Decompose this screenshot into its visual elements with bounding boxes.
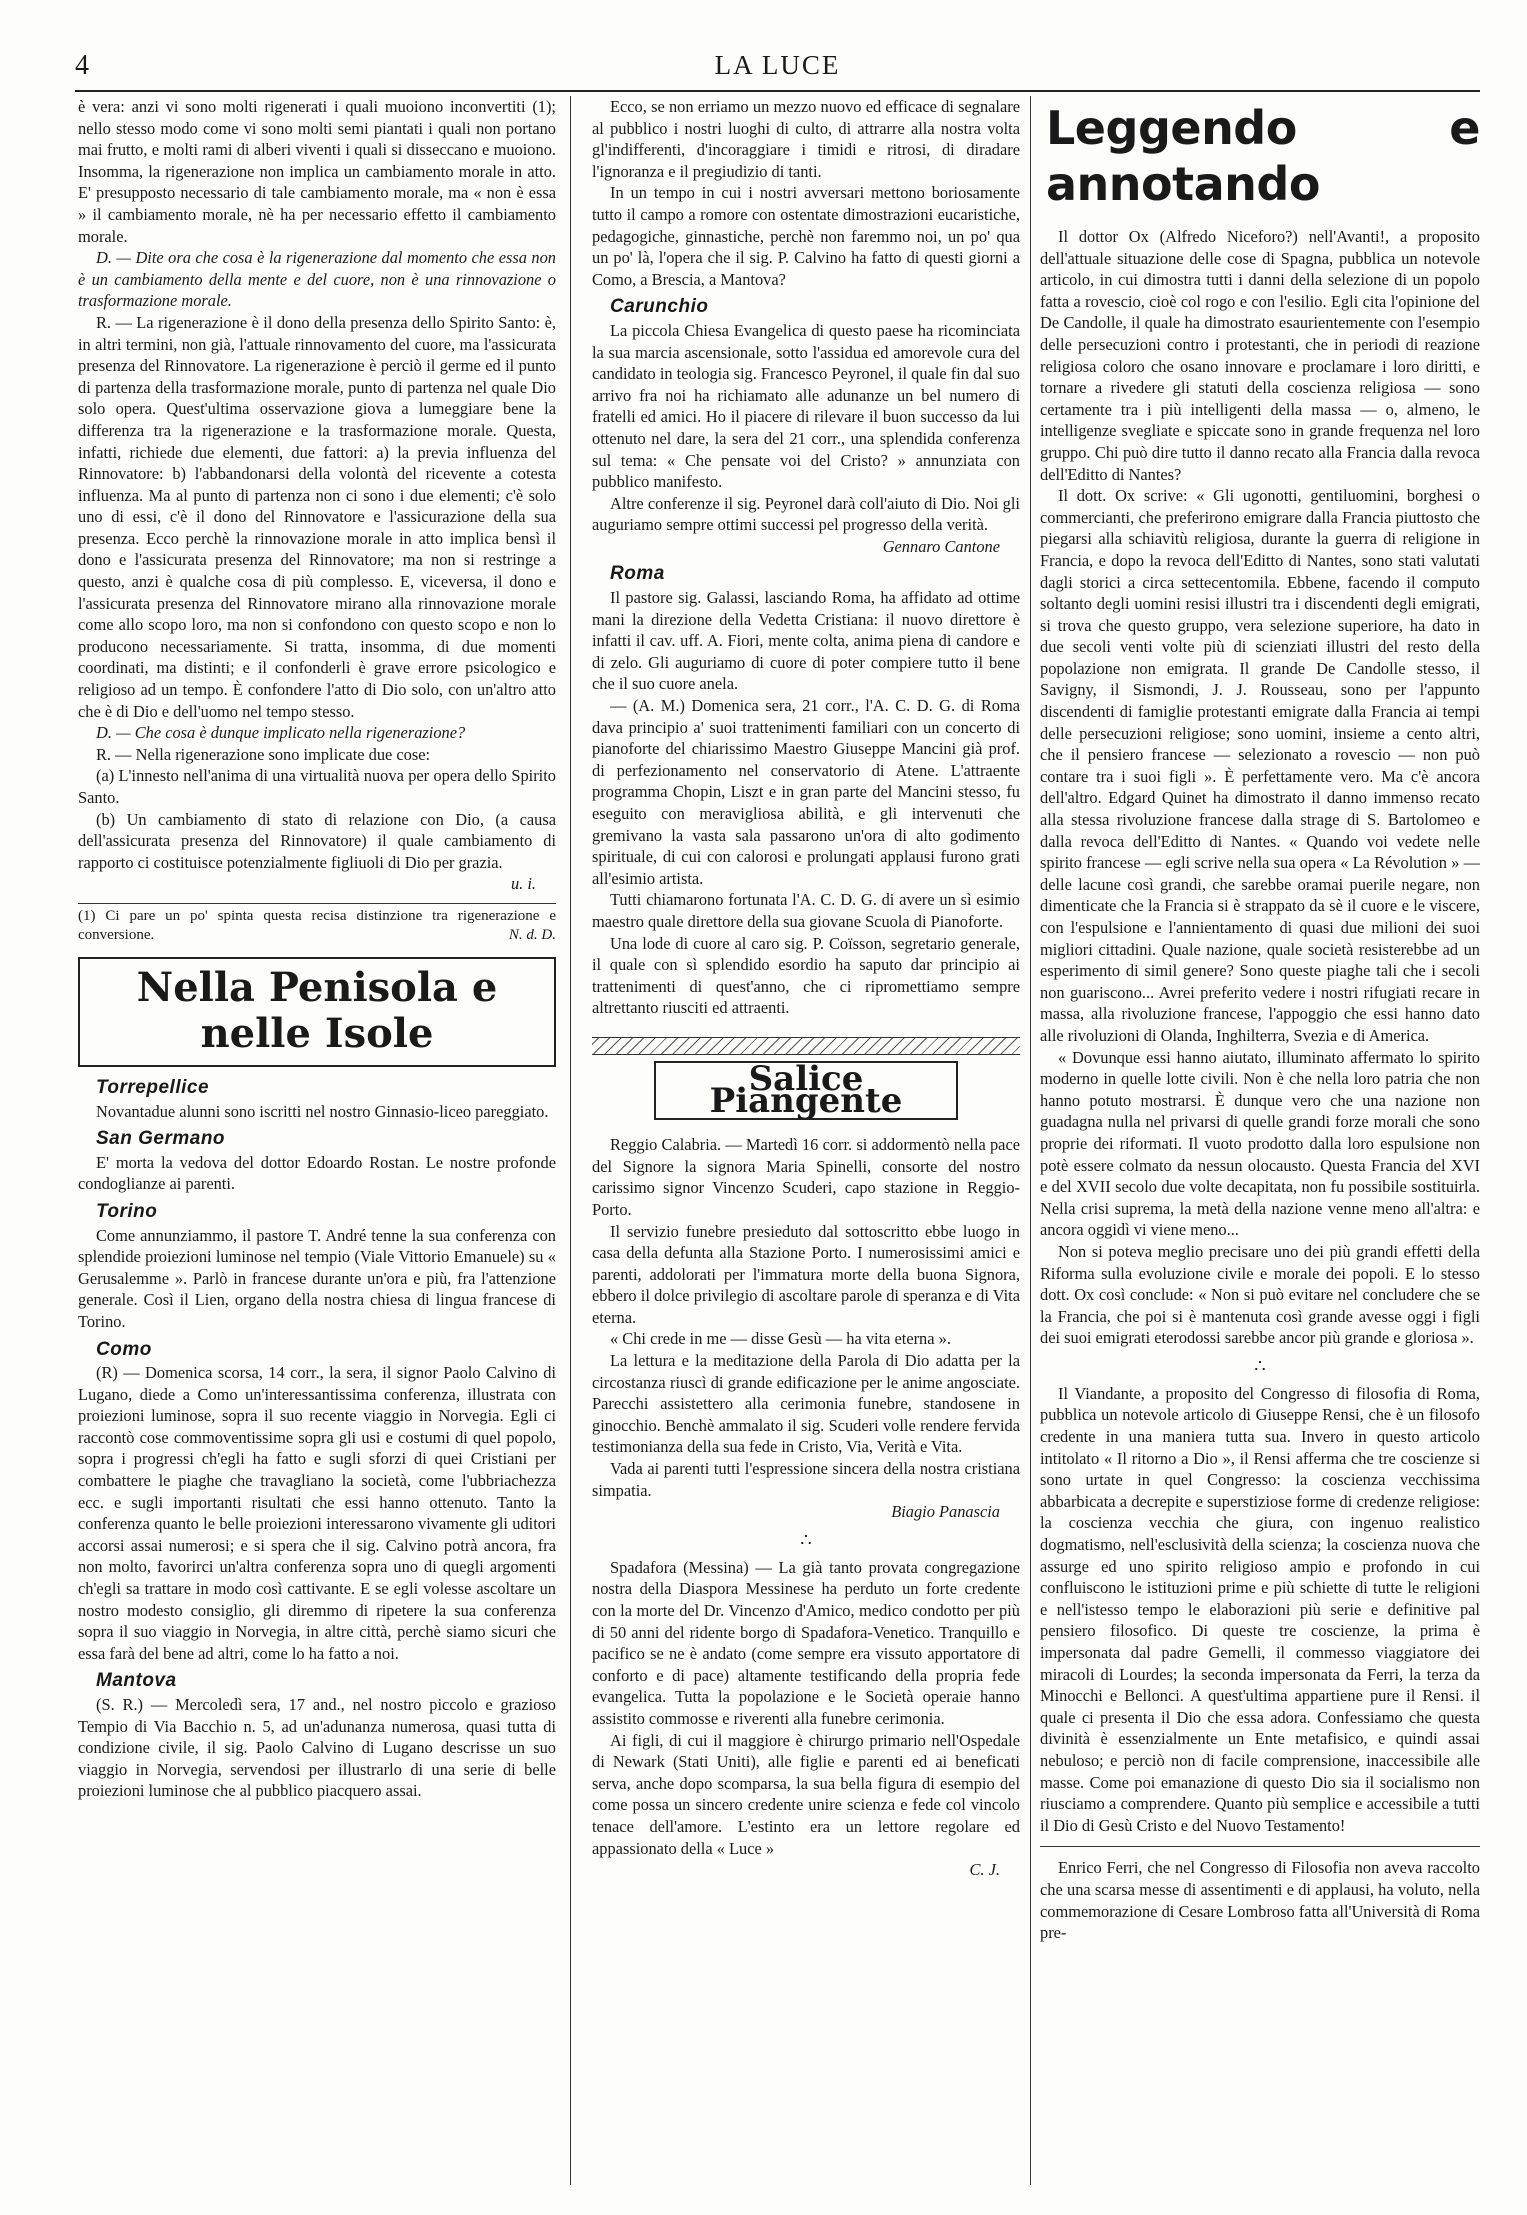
answer-paragraph: (a) L'innesto nell'anima di una virtualità nuova per opera dello Spirito Santo. bbox=[78, 766, 556, 807]
place-heading: Roma bbox=[610, 563, 665, 585]
article-paragraph: Non si poteva meglio precisare uno dei più grandi effetti della Riforma sulla evoluzione civile e morale dei popoli. E lo stesso dott. Ox così conclude: « Non si può evitare nel concludere che se la Francia, che poi si è mantenuta così grande avesse oggi i figli dei suoi emigrati eterodossi sarebbe ancor più grande e gloriosa ». bbox=[1040, 1241, 1480, 1348]
answer-paragraph: R. — Nella rigenerazione sono implicate due cose: bbox=[96, 744, 431, 764]
footnote-text: (1) Ci pare un po' spinta questa recisa distinzione tra rigenerazione e conversione. bbox=[78, 907, 556, 943]
obituary-paragraph: Spadafora (Messina) — La già tanto provata congregazione nostra della Diaspora Messinese ha perduto un forte credente con la morte del Dr. Vincenzo d'Amico, medico condotto per più di 50 anni del ridente borgo di Spadafora-Venetico. Tranquillo e pacifico se ne è andato (come sempre era vissuto apportatore di conforto e di pace) altamente testificando della propria fede evangelica. Tutta la popolazione e le Società operaie hanno assistito commosse e riverenti alla funebre cerimonia. bbox=[592, 1557, 1020, 1728]
signature: C. J. bbox=[969, 1860, 1000, 1880]
footnote bbox=[78, 903, 556, 945]
news-paragraph: Come annunziammo, il pastore T. André tenne la sua conferenza con splendide proiezioni luminose nel tempio (Viale Vittorio Emanuele) su « Gerusalemme ». Parlò in francese durante un'ora e più, fra l'attenzione generale. Così il Lien, organo della nostra chiesa di lingua francese di Torino. bbox=[78, 1225, 556, 1331]
news-paragraph: Ecco, se non erriamo un mezzo nuovo ed efficace di segnalare al pubblico i nostri luoghi di culto, di attrarre alla nostra volta gl'indifferenti, d'incoraggiare i timidi e ritrosi, di diradare l'ignoranza e il pregiudizio di tanti. bbox=[592, 97, 1020, 181]
column-2 bbox=[592, 96, 1020, 2185]
section-banner: Nella Penisola e nelle Isole bbox=[78, 957, 556, 1067]
place-heading: Torrepellice bbox=[96, 1076, 210, 1098]
answer-paragraph: R. — La rigenerazione è il dono della presenza dello Spirito Santo: è, in altri termini, non già, l'attuale rinnovamento del cuore, ma l'assicurata presenza del Rinnovatore. La rigenerazione è perciò il germe ed il punto di partenza della trasformazione morale, punto di partenza nel quale Dio solo opera. Quest'ultima osservazione giova a lumeggiare bene la differenza tra la rigenerazione e la trasformazione morale. Questa, infatti, richiede due elementi, due fattori: a) la previa influenza del Rinnovatore: b) l'abbandonarsi della volontà del ricevente a cotesta influenza. Ma al punto di partenza non ci sono i due elementi; c'è solo uno di essi, c'è il dono del Rinnovatore e l'assicurazione della sua presenza. Ecco perchè la rinnovazione morale in atto implica bensì il dono e l'assicurata presenza del Rinnovatore; ma non si restringe a questo, anzi è qualche cosa di più complesso. E, viceversa, il dono e l'assicurata presenza del Rinnovatore mirano alla rinnovazione morale come allo scopo loro, ma non si confondono con questo scopo e non lo producono necessariamente. Si tratta, insomma, di due momenti coordinati, ma distinti; e il confonderli è grave errore psicologico e religioso ad un tempo. È confondere l'atto di Dio solo, con un'altro atto che è di Dio e dell'uomo nel tempo stesso. bbox=[78, 312, 556, 721]
news-paragraph: Una lode di cuore al caro sig. P. Coïsson, segretario generale, il quale con sì splendido esordio ha saputo dar principio ai trattenimenti di quest'anno, che ci ripromettiamo sempre altrettanto riusciti ed attraenti. bbox=[592, 933, 1020, 1018]
section-title: Leggendo e annotando bbox=[1046, 101, 1480, 211]
article-paragraph: è vera: anzi vi sono molti rigenerati i quali muoiono inconvertiti (1); nello stesso modo come vi sono molti semi piantati i quali non portano mai frutto, e molti rami di alberi viventi i quali si disseccano e muoiono. Insomma, la rigenerazione non implica un cambiamento morale in atto. E' presupposto necessario di tale cambiamento morale, ma « non è essa » il cambiamento morale, nè ha per necessario effetto il cambiamento morale. bbox=[78, 97, 556, 246]
header-rule bbox=[75, 90, 1480, 92]
obituary-paragraph: « Chi crede in me — disse Gesù — ha vita eterna ». bbox=[610, 1329, 951, 1349]
news-paragraph: In un tempo in cui i nostri avversari mettono boriosamente tutto il campo a romore con ostentate dimostrazioni eucaristiche, pedagogiche, ginnastiche, perchè non faremmo noi, un po' qua un po' là, l'opera che il sig. P. Calvino ha fatto di questi giorni a Como, a Brescia, a Mantova? bbox=[592, 183, 1020, 289]
signature: Gennaro Cantone bbox=[882, 536, 1000, 556]
decorative-separator bbox=[592, 1037, 1020, 1055]
column-divider-1 bbox=[570, 96, 571, 2185]
obituary-paragraph: Ai figli, di cui il maggiore è chirurgo primario nell'Ospedale di Newark (Stati Uniti), alle figlie e parenti ed ai beneficati serva, anche dopo scomparsa, la sua bella figura di esempio del come possa un sincero credente unire scienza e fede col vincolo tenace dell'amore. L'estinto era un lettore regolare ed appassionato della « Luce » bbox=[592, 1730, 1020, 1858]
page-header bbox=[75, 50, 1480, 90]
article-paragraph: Il dottor Ox (Alfredo Niceforo?) nell'Avanti!, a proposito dell'attuale situazione delle cose di Spagna, pubblica un notevole articolo, in cui dimostra tutti i danni della selezione di un popolo fatta a rovescio, cioè col rogo e con l'esilio. Egli cita l'opinione del De Candolle, il quale ha dimostrato esaurientemente con l'esempio delle persecuzioni contro i protestanti, che in periodi di reazione religiosa coloro che osano innovare e proclamare i loro diritti, e tornare a rivedere gli statuti della coscienza religiosa — sono certamente tra i più intelligenti della massa — o, almeno, le intelligenze svegliate e spiccate sono in grande frequenza nel loro gruppo. Chi può dire tutto il danno recato alla Francia dalla revoca dell'Editto di Nantes? bbox=[1040, 227, 1480, 484]
article-paragraph: « Dovunque essi hanno aiutato, illuminato affermato lo spirito moderno in quelle lotte civili. Non è che nella loro patria che non hanno potuto mostrarsi. È dunque vero che una nazione non guadagna nulla nel privarsi di quelle grandi forze morali che sono proprie dei riformati. Il vuoto prodotto dalla loro espulsione non potè essere colmato da nessun olocausto. Questa Francia del XVI e del XVII secolo due volte decapitata, non fu possibile sostituirla. Nella crisi suprema, la metà della nazione venne meno all'altra: e ancora oggidì vi viene meno... bbox=[1040, 1047, 1480, 1240]
news-paragraph: Tutti chiamarono fortunata l'A. C. D. G. di avere un sì esimio maestro quale direttore della sua giovane Scuola di Pianoforte. bbox=[592, 890, 1020, 931]
news-paragraph: Il pastore sig. Galassi, lasciando Roma, ha affidato ad ottime mani la direzione della Vedetta Cristiana: il nuovo direttore è infatti il cav. uff. A. Fiori, mente colta, anima piena di candore e di zelo. Gli auguriamo di cuore di poter compiere tutto il bene che il suo cuore anela. bbox=[592, 588, 1020, 694]
page-number: 4 bbox=[75, 50, 89, 81]
question-paragraph: D. — Dite ora che cosa è la rigenerazione dal momento che essa non è un cambiamento della mente e del cuore, non è una rinnovazione o trasformazione morale. bbox=[78, 248, 556, 311]
place-heading: Mantova bbox=[96, 1670, 177, 1692]
question-paragraph: D. — Che cosa è dunque implicato nella rigenerazione? bbox=[96, 723, 466, 743]
place-heading: Como bbox=[96, 1338, 152, 1360]
obituary-paragraph: Vada ai parenti tutti l'espressione sincera della nostra cristiana simpatia. bbox=[592, 1459, 1020, 1500]
place-heading: Carunchio bbox=[610, 296, 709, 318]
news-paragraph: Altre conferenze il sig. Peyronel darà coll'aiuto di Dio. Noi gli auguriamo sempre ottimi successi pel progresso della verità. bbox=[592, 493, 1020, 535]
news-paragraph: — (A. M.) Domenica sera, 21 corr., l'A. C. D. G. di Roma dava principio a' suoi trattenimenti familiari con un concerto di pianoforte del chiarissimo Maestro Giuseppe Mancini già prof. di perfezionamento nel conservatorio di Atene. L'attraente programma Chopin, Liszt e in gran parte del Mancini stesso, fu eseguito con meravigliosa abilità, e gli intervenuti che gremivano la vasta sala passarono un'ora di alto godimento spirituale, di cui con calorosi e prolungati applausi furono grati all'esimio artista. bbox=[592, 696, 1020, 888]
news-paragraph: Novantadue alunni sono iscritti nel nostro Ginnasio-liceo pareggiato. bbox=[96, 1101, 549, 1121]
news-paragraph: (R) — Domenica scorsa, 14 corr., la sera, il signor Paolo Calvino di Lugano, diede a Como un'interessantissima conferenza, illustrata con proiezioni luminose, sopra il suo recente viaggio in Norvegia. Egli ci raccontò cose commoventissime sopra gli usi e costumi di quel popolo, sopra i progressi ch'egli ha fatto e sugli sforzi di quei Cristiani per combattere le piaghe che travagliano la società, come l'ubbriachezza ecc. e sugli importanti risultati che essi hanno ottenuto. Tanto la conferenza quanto le belle proiezioni interessarono vivamente gli uditori accorsi assai numerosi; e si spera che il sig. Calvino potrà ancora, fra non molto, favorirci un'altra conferenza sopra uno di quegli argomenti ch'egli sa trattare in modo così cattivante. E se egli volesse ascoltare un nostro modesto consiglio, gli diremmo di ripetere la sua conferenza sopra il suo viaggio in Norvegia, in altre città, perchè siamo sicuri che essa farà del bene ad altri, come lo ha fatto a noi. bbox=[78, 1363, 556, 1663]
column-3 bbox=[1040, 96, 1480, 2185]
column-divider-2 bbox=[1030, 96, 1031, 2185]
footnote-signature: N. d. D. bbox=[508, 926, 556, 943]
asterism-separator: ∴ bbox=[800, 1529, 812, 1550]
place-heading: Torino bbox=[96, 1200, 158, 1222]
signature: Biagio Panascia bbox=[891, 1502, 1000, 1522]
obituary-paragraph: Il servizio funebre presieduto dal sottoscritto ebbe luogo in casa della defunta alla Stazione Porto. I numerosissimi amici e parenti, addolorati per l'immatura morte della buona Signora, ebbero il dolce privilegio di ascoltare parole di speranza e di Vita eterna. bbox=[592, 1221, 1020, 1327]
signature: u. i. bbox=[510, 874, 536, 894]
article-paragraph: Enrico Ferri, che nel Congresso di Filosofia non aveva raccolto che una scarsa messe di assentimenti e di applausi, ha voluto, nella commemorazione di Cesare Lombroso fatta all'Università di Roma pre- bbox=[1040, 1858, 1480, 1943]
article-paragraph: Il dott. Ox scrive: « Gli ugonotti, gentiluomini, borghesi o commercianti, che preferirono emigrare dalla Francia piuttosto che piegarsi alla schiavitù religiosa, durante la guerra di religione in Francia, e dopo la revoca dell'Editto di Nantes, sono stati valutati dagli storici a circa settecentomila. Ebbene, facendo il computo soltanto degli uomini resisi illustri tra i discendenti degli emigrati, si trova che questo gruppo, vera selezione superiore, ha dato in due secoli venti volte più di scienziati illustri del resto della popolazione non emigrata. Il grande De Candolle stesso, il Savigny, il Sismondi, J. J. Rousseau, sono per l'appunto discendenti di famiglie protestanti emigrate dalla Francia ai tempi delle persecuzioni religiose; sono uomini, insieme a cento altri, che il pensiero francese — selezionato a rovescio — non può contare tra i suoi figli ». È perfettamente vero. Ma c'è ancora dell'altro. Edgard Quinet ha dimostrato il danno immenso recato alla stessa rivoluzione francese dalla strage di S. Bartolomeo e dalla revoca dell'Editto di Nantes. « Quando voi vedete nelle spirito francese — egli scrive nella sua opera « La Révolution » — delle lacune così grandi, che sarebbe oramai puerile negare, non dimenticate che la Francia si è strappato da sè il cuore e le viscere, con l'espulsione e l'annientamento di quasi due milioni dei suoi migliori cittadini. Quale nazione, quale società resisterebbe ad un esperimento di simil genere? Sono queste piaghe tali che i secoli non guariscono... Avrei preferito vedere i nostri rifugiati recare in massa, alla rivoluzione francese, l'appoggio che essi hanno dato alle rivoluzioni di Olanda, Inghilterra, Svezia e di America. bbox=[1040, 486, 1480, 1045]
article-paragraph: Il Viandante, a proposito del Congresso di filosofia di Roma, pubblica un notevole articolo di Giuseppe Rensi, che è un filosofo credente in una maniera tutta sua. Invero in questo articolo intitolato « Il ritorno a Dio », il Rensi afferma che tre coscienze si sono urtate in quel Congresso: la coscienza vecchissima abbarbicata a decrepite e superstiziose forme di credenze religiose: la coscienza vecchia che giura, con ingenuo realistico dogmatismo, nell'esclusività della scienza; la coscienza nuova che assurge ed uno spirito religioso ampio e profondo in cui confluiscono le istituzioni prime e più schiette di tutte le religioni e nell'istesso tempo le elaborazioni più serie e definitive pal pensiero filosofico. Di queste tre coscienze, la prima è impersonata dal padre Gemelli, il commesso viaggiatore dei miracoli di Lourdes; la seconda impersonata da Ferri, la terza da Minocchi e Bellonci. A quest'ultima appartiene pure il Rensi. il quale ci presenta il Dio che essa adora. Confessiamo che questa divinità è essenzialmente un Ente metafisico, e quindi assai nebuloso; e perciò non di facile comprensione, inaccessibile alle masse. Come poi emanazione di questo Dio sia il socialismo non riusciamo a comprendere. Quanto più semplice e accessibile a tutti il Dio di Gesù Cristo e del Nuovo Testamento! bbox=[1040, 1383, 1480, 1835]
obituary-paragraph: Reggio Calabria. — Martedì 16 corr. si addormentò nella pace del Signore la signora Maria Spinelli, consorte del nostro carissimo signor Vincenzo Scuderi, capo stazione in Reggio-Porto. bbox=[592, 1135, 1020, 1219]
obituary-paragraph: La lettura e la meditazione della Parola di Dio adatta per la circostanza riuscì di grande edificazione per le anime angosciate. Parecchi assistettero alla cerimonia funebre, standosene in ginocchio. Benchè ammalato il sig. Scuderi volle rendere fervida testimonianza della sua fede in Cristo, Via, Verità e Vita. bbox=[592, 1351, 1020, 1457]
news-paragraph: E' morta la vedova del dottor Edoardo Rostan. Le nostre profonde condoglianze ai parenti. bbox=[78, 1152, 556, 1194]
answer-paragraph: (b) Un cambiamento di stato di relazione con Dio, (a causa dell'assicurata presenza del Rinnovatore) il quale cambiamento di rapporto ci costituisce potenzialmente figliuoli di Dio per grazia. bbox=[78, 809, 556, 872]
column-1 bbox=[78, 96, 556, 2185]
divider bbox=[1040, 1846, 1480, 1847]
section-banner: Salice Piangente bbox=[654, 1061, 958, 1120]
news-paragraph: La piccola Chiesa Evangelica di questo paese ha ricominciata la sua marcia ascensionale, sotto l'assidua ed amorevole cura del candidato in teologia sig. Francesco Peyronel, il quale fin dal suo arrivo fra noi ha richiamato alle adunanze un bel numero di fratelli ed amici. Ho il piacere di rilevare il buon successo da lui ottenuto nel dare, la sera del 21 corr., una splendida conferenza sul tema: « Che pensate voi del Cristo? » annunziata con pubblico manifesto. bbox=[592, 320, 1020, 492]
place-heading: San Germano bbox=[96, 1128, 226, 1150]
asterism-separator: ∴ bbox=[1254, 1355, 1266, 1376]
news-paragraph: (S. R.) — Mercoledì sera, 17 and., nel nostro piccolo e grazioso Tempio di Via Bacchio n. 5, ad un'adunanza numerosa, quasi tutta di condizione civile, il sig. Paolo Calvino di Lugano descrisse un suo viaggio in Norvegia, servendosi per illustrarlo di una serie di belle proiezioni luminose che al pubblico piacquero assai. bbox=[78, 1695, 556, 1801]
newspaper-title: LA LUCE bbox=[714, 50, 841, 80]
